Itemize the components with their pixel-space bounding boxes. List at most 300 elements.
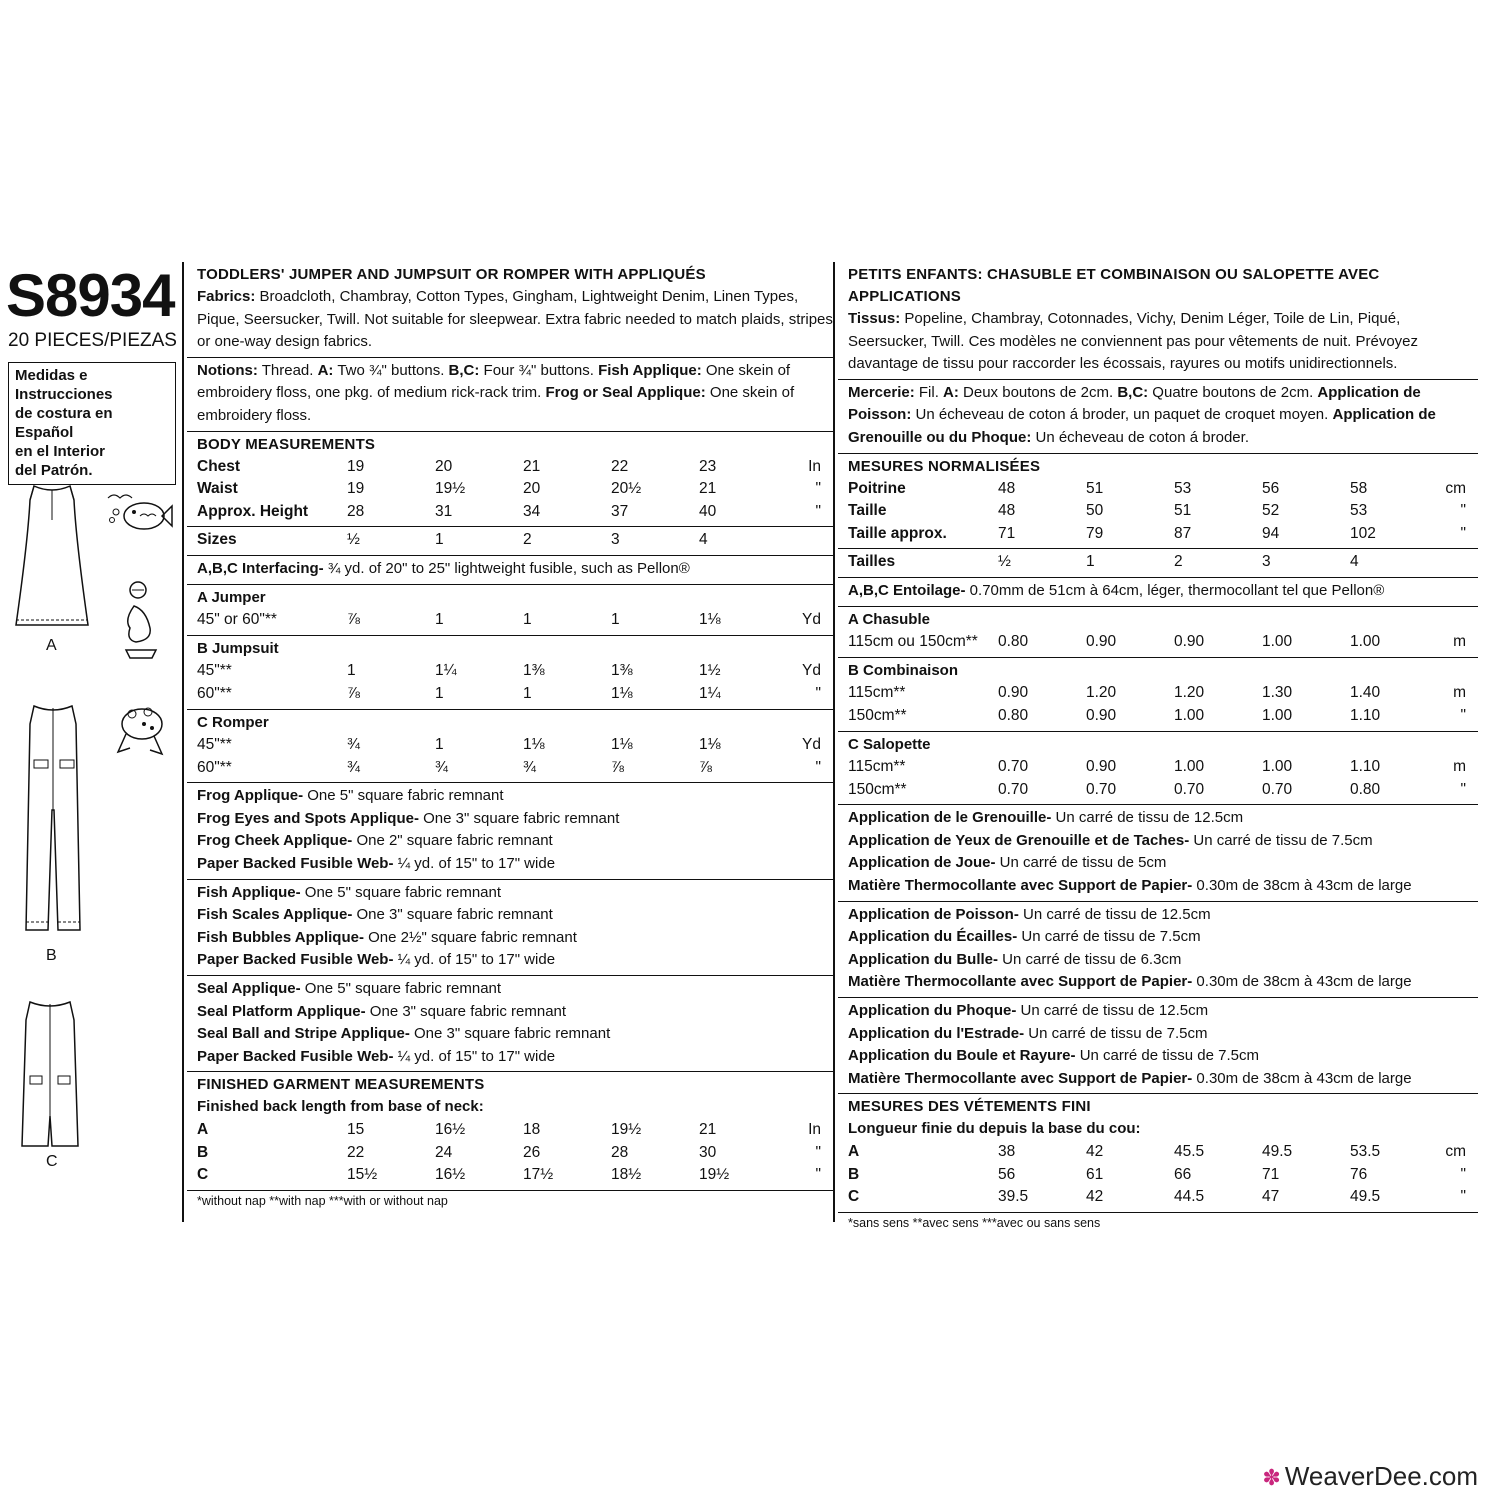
value-cell: 71 bbox=[998, 524, 1016, 542]
value-cell: 1.10 bbox=[1350, 706, 1381, 724]
value-cell: 1 bbox=[435, 736, 444, 754]
seal-applique-line bbox=[848, 1000, 1478, 1023]
notion-label: Mercerie: bbox=[848, 383, 915, 401]
applique-label: Paper Backed Fusible Web- bbox=[197, 855, 394, 873]
finished-table bbox=[848, 1141, 1478, 1209]
notions-block bbox=[187, 358, 833, 432]
value-cell: 22 bbox=[347, 1143, 365, 1161]
unit-cell: " bbox=[1460, 1165, 1466, 1183]
finished-title: FINISHED GARMENT MEASUREMENTS bbox=[197, 1076, 485, 1094]
view-b-yardage bbox=[838, 658, 1478, 732]
applique-text: Un carré de tissu de 7.5cm bbox=[1075, 1047, 1259, 1065]
applique-label: Matière Thermocollante avec Support de Papier- bbox=[848, 877, 1193, 895]
notion-label: B,C: bbox=[1117, 383, 1149, 401]
value-cell: 0.70 bbox=[1262, 780, 1293, 798]
value-cell: 49.5 bbox=[1262, 1143, 1293, 1160]
value-cell: 1⅛ bbox=[699, 611, 721, 629]
fabrics-label: Tissus: bbox=[848, 310, 901, 327]
finished-table bbox=[197, 1119, 833, 1187]
interfacing-text: ¾ yd. of 20" to 25" lightweight fusible, such as Pellon® bbox=[323, 559, 690, 577]
value-cell: 0.90 bbox=[998, 684, 1029, 702]
value-cell: 48 bbox=[998, 502, 1016, 520]
value-cell: 20 bbox=[435, 457, 453, 475]
unit-cell: m bbox=[1453, 633, 1466, 651]
yardage-table bbox=[848, 756, 1478, 801]
value-cell: 1 bbox=[523, 611, 532, 629]
unit-cell: " bbox=[815, 1143, 821, 1161]
value-cell: 1.00 bbox=[1350, 633, 1381, 651]
notion-label: Frog or Seal Applique: bbox=[545, 384, 706, 402]
pattern-number: S8934 bbox=[6, 262, 175, 329]
notion-text: One skein of embroidery floss. bbox=[197, 384, 795, 424]
notions-paragraph bbox=[197, 360, 833, 428]
unit-cell: cm bbox=[1445, 479, 1466, 497]
value-cell: 1.20 bbox=[1086, 684, 1117, 702]
applique-label: Application du Phoque- bbox=[848, 1002, 1017, 1020]
fish-applique-line bbox=[848, 971, 1478, 994]
row-label: 60"** bbox=[197, 684, 232, 702]
unit-cell: " bbox=[815, 480, 821, 498]
weaverdee-logo bbox=[1262, 1461, 1478, 1492]
value-cell: 1.30 bbox=[1262, 684, 1293, 702]
value-cell: 23 bbox=[699, 457, 717, 475]
row-label: 115cm ou 150cm** bbox=[848, 633, 978, 651]
value-cell: 18½ bbox=[611, 1166, 642, 1184]
applique-label: Application de Poisson- bbox=[848, 905, 1019, 923]
notion-text: Un écheveau de coton á broder, un paquet de croquet moyen. bbox=[911, 406, 1333, 424]
finished-subtitle: Finished back length from base of neck: bbox=[197, 1098, 484, 1116]
value-cell: 51 bbox=[1174, 502, 1192, 520]
view-a-yardage bbox=[838, 607, 1478, 658]
body-measurements-block bbox=[187, 432, 833, 528]
fabrics-text: Popeline, Chambray, Cotonnades, Vichy, Denim Léger, Toile de Lin, Piqué, Seersucker, Twill. Ces modèles ne conviennent pas pour vêtements de nuit. Prévoyez davantage de tissu pour raccorder les écossais, rayures ou motifs unidirectionnels. bbox=[848, 310, 1419, 373]
unit-cell: " bbox=[1460, 706, 1466, 724]
size-cell: ½ bbox=[998, 553, 1011, 571]
seal-applique-line bbox=[197, 1046, 833, 1069]
value-cell: 48 bbox=[998, 479, 1016, 497]
row-label: 150cm** bbox=[848, 706, 907, 724]
applique-label: Fish Applique- bbox=[197, 883, 301, 901]
row-label: 60"** bbox=[197, 758, 232, 776]
value-cell: 18 bbox=[523, 1121, 541, 1138]
value-cell: 0.90 bbox=[1174, 633, 1205, 651]
view-a-jumper-sketch bbox=[12, 480, 92, 640]
value-cell: ⅞ bbox=[699, 758, 712, 776]
unit-cell: " bbox=[1460, 502, 1466, 520]
fish-applique-block bbox=[838, 902, 1478, 998]
body-measurements-table bbox=[197, 456, 833, 524]
row-label: Poitrine bbox=[848, 479, 906, 497]
value-cell: 56 bbox=[998, 1165, 1016, 1183]
notion-text: Thread. bbox=[257, 361, 318, 379]
row-label: C bbox=[848, 1188, 860, 1206]
value-cell: ¾ bbox=[523, 758, 536, 776]
interfacing-line bbox=[197, 558, 833, 581]
interfacing-label: A,B,C Entoilage- bbox=[848, 581, 966, 599]
value-cell: 0.80 bbox=[1350, 780, 1381, 798]
value-cell: 102 bbox=[1350, 524, 1376, 542]
value-cell: 1¼ bbox=[435, 662, 457, 680]
nap-footnote: *without nap **with nap ***with or without nap bbox=[197, 1193, 448, 1208]
fabrics-paragraph bbox=[848, 308, 1478, 376]
yardage-table bbox=[848, 682, 1478, 727]
seal-applique-line bbox=[197, 1023, 833, 1046]
value-cell: 34 bbox=[523, 502, 541, 520]
row-label: A bbox=[197, 1121, 209, 1138]
view-c-yardage bbox=[838, 732, 1478, 806]
applique-label: Frog Applique- bbox=[197, 787, 304, 805]
notion-text: Deux boutons de 2cm. bbox=[958, 383, 1118, 401]
size-cell: 4 bbox=[699, 531, 708, 549]
fish-applique-line bbox=[848, 926, 1478, 949]
notion-item bbox=[943, 384, 1117, 401]
value-cell: 0.80 bbox=[998, 633, 1029, 651]
row-label: 150cm** bbox=[848, 780, 907, 798]
row-label: Sizes bbox=[197, 531, 237, 549]
value-cell: 58 bbox=[1350, 479, 1368, 497]
value-cell: 0.90 bbox=[1086, 633, 1117, 651]
value-cell: 52 bbox=[1262, 502, 1280, 520]
applique-text: Un carré de tissu de 12.5cm bbox=[1051, 809, 1244, 827]
interfacing-label: A,B,C Interfacing- bbox=[197, 559, 324, 577]
sizes-block bbox=[187, 527, 833, 556]
fish-applique-line bbox=[197, 927, 833, 950]
value-cell: 21 bbox=[523, 457, 541, 475]
unit-cell: In bbox=[808, 1121, 821, 1138]
applique-text: One 5" square fabric remnant bbox=[303, 787, 504, 805]
seal-applique-block bbox=[187, 976, 833, 1072]
spanish-note-line: en el Interior bbox=[15, 443, 106, 460]
body-measurements-title: BODY MEASUREMENTS bbox=[197, 435, 376, 453]
applique-text: One 2" square fabric remnant bbox=[352, 832, 553, 850]
value-cell: 1 bbox=[435, 611, 444, 629]
value-cell: 17½ bbox=[523, 1166, 554, 1184]
value-cell: 16½ bbox=[435, 1166, 466, 1184]
applique-text: Un carré de tissu de 7.5cm bbox=[1189, 831, 1373, 849]
fish-applique-block bbox=[187, 880, 833, 976]
frog-applique-line bbox=[848, 875, 1478, 898]
value-cell: 71 bbox=[1262, 1165, 1280, 1183]
frog-applique-line bbox=[848, 852, 1478, 875]
size-cell: 2 bbox=[1174, 553, 1183, 571]
notion-label: A: bbox=[317, 361, 334, 379]
applique-text: One 3" square fabric remnant bbox=[418, 809, 620, 827]
applique-text: Un carré de tissu de 7.5cm bbox=[1017, 928, 1201, 946]
value-cell: 39.5 bbox=[998, 1188, 1029, 1206]
applique-label: Matière Thermocollante avec Support de Papier- bbox=[848, 973, 1193, 991]
row-label: 115cm** bbox=[848, 684, 906, 702]
notion-item bbox=[1117, 384, 1317, 401]
unit-cell: m bbox=[1453, 684, 1466, 702]
row-label: B bbox=[197, 1143, 209, 1161]
value-cell: 44.5 bbox=[1174, 1188, 1205, 1206]
applique-label: Seal Applique- bbox=[197, 980, 301, 998]
finished-measurements-block bbox=[187, 1072, 833, 1190]
row-label: Approx. Height bbox=[197, 502, 309, 520]
applique-text: 0.30m de 38cm à 43cm de large bbox=[1192, 973, 1412, 991]
value-cell: 19½ bbox=[611, 1121, 642, 1138]
value-cell: 49.5 bbox=[1350, 1188, 1381, 1206]
view-b-label: B bbox=[46, 947, 57, 964]
row-label: 45" or 60"** bbox=[197, 611, 277, 629]
applique-text: One 3" square fabric remnant bbox=[365, 1002, 567, 1020]
applique-label: Seal Ball and Stripe Applique- bbox=[197, 1025, 410, 1043]
value-cell: 47 bbox=[1262, 1188, 1280, 1206]
applique-label: Application du Bulle- bbox=[848, 950, 998, 968]
frog-applique-line bbox=[197, 830, 833, 853]
fish-applique-icon bbox=[104, 488, 174, 538]
fish-applique-line bbox=[848, 904, 1478, 927]
applique-text: Un carré de tissu de 5cm bbox=[995, 854, 1167, 872]
value-cell: 1.10 bbox=[1350, 758, 1381, 776]
value-cell: 61 bbox=[1086, 1165, 1104, 1183]
unit-cell: Yd bbox=[802, 736, 821, 754]
value-cell: 24 bbox=[435, 1143, 453, 1161]
notion-text: Four ¾" buttons. bbox=[479, 361, 599, 379]
size-cell: 4 bbox=[1350, 553, 1359, 571]
value-cell: 50 bbox=[1086, 502, 1104, 520]
notion-item bbox=[197, 362, 318, 379]
applique-text: 0.30m de 38cm à 43cm de large bbox=[1192, 1069, 1412, 1087]
seal-applique-line bbox=[848, 1068, 1478, 1091]
column-divider bbox=[182, 262, 184, 1222]
value-cell: 15½ bbox=[347, 1166, 378, 1184]
row-label: C bbox=[197, 1166, 209, 1184]
sizes-table bbox=[197, 529, 833, 552]
value-cell: 19 bbox=[347, 480, 365, 498]
applique-text: One 3" square fabric remnant bbox=[352, 906, 553, 924]
value-cell: ¾ bbox=[347, 758, 360, 776]
value-cell: 20 bbox=[523, 480, 541, 498]
value-cell: 30 bbox=[699, 1143, 717, 1161]
row-label: 45"** bbox=[197, 736, 232, 754]
notion-text: Quatre boutons de 2cm. bbox=[1148, 383, 1318, 401]
value-cell: 1 bbox=[611, 611, 620, 629]
view-title: C Salopette bbox=[848, 735, 931, 753]
applique-text: 0.30m de 38cm à 43cm de large bbox=[1192, 877, 1412, 895]
value-cell: ¾ bbox=[347, 736, 360, 754]
applique-text: Un carré de tissu de 6.3cm bbox=[998, 950, 1182, 968]
value-cell: 1 bbox=[523, 684, 532, 702]
yardage-block bbox=[838, 578, 1478, 607]
view-c-romper-sketch bbox=[10, 996, 90, 1156]
value-cell: 19 bbox=[347, 457, 365, 475]
view-a-label: A bbox=[46, 637, 57, 654]
interfacing-text: 0.70mm de 51cm à 64cm, léger, thermocollant tel que Pellon® bbox=[965, 581, 1385, 599]
notion-label: Application de Poisson: bbox=[848, 383, 1421, 424]
notion-item bbox=[449, 362, 599, 379]
row-label: A bbox=[848, 1143, 860, 1160]
applique-label: Application du Écailles- bbox=[848, 928, 1018, 946]
column-divider bbox=[833, 262, 835, 1222]
unit-cell: In bbox=[808, 457, 821, 475]
value-cell: 15 bbox=[347, 1121, 365, 1138]
value-cell: 53 bbox=[1350, 502, 1368, 520]
spanish-note-line: del Patrón. bbox=[15, 462, 93, 479]
spanish-note-box bbox=[8, 362, 176, 485]
value-cell: 76 bbox=[1350, 1165, 1368, 1183]
view-title: C Romper bbox=[197, 713, 269, 731]
value-cell: 1.00 bbox=[1174, 758, 1205, 776]
pattern-title: PETITS ENFANTS: CHASUBLE ET COMBINAISON OU SALOPETTE AVEC APPLICATIONS bbox=[848, 266, 1380, 305]
value-cell: 1⅛ bbox=[523, 736, 545, 754]
view-a-yardage bbox=[187, 585, 833, 636]
applique-text: ¼ yd. of 15" to 17" wide bbox=[393, 1047, 556, 1065]
notion-text: Un écheveau de coton á broder. bbox=[1031, 428, 1249, 446]
value-cell: ⅞ bbox=[347, 684, 360, 702]
value-cell: 1⅜ bbox=[611, 662, 633, 680]
row-label: Waist bbox=[197, 480, 238, 498]
value-cell: ⅞ bbox=[347, 611, 360, 629]
value-cell: 28 bbox=[611, 1143, 629, 1161]
seal-applique-icon bbox=[116, 580, 166, 660]
notion-text: Two ¾" buttons. bbox=[333, 361, 449, 379]
yardage-block bbox=[187, 556, 833, 585]
notions-block bbox=[838, 380, 1478, 454]
applique-label: Application de Joue- bbox=[848, 854, 996, 872]
applique-label: Application du l'Estrade- bbox=[848, 1024, 1025, 1042]
value-cell: 1.20 bbox=[1174, 684, 1205, 702]
spanish-note-line: Medidas e Instrucciones bbox=[15, 367, 113, 403]
notion-label: Fish Applique: bbox=[598, 361, 702, 379]
unit-cell: " bbox=[1460, 780, 1466, 798]
value-cell: 56 bbox=[1262, 479, 1280, 497]
interfacing-line bbox=[848, 580, 1478, 603]
notion-text: One skein of embroidery floss, one pkg. of medium rick-rack trim. bbox=[197, 361, 791, 402]
logo-text: WeaverDee.com bbox=[1284, 1461, 1478, 1491]
value-cell: 94 bbox=[1262, 524, 1280, 542]
applique-text: One 5" square fabric remnant bbox=[300, 883, 502, 901]
value-cell: 51 bbox=[1086, 479, 1104, 497]
value-cell: 0.90 bbox=[1086, 758, 1117, 776]
row-label: Tailles bbox=[848, 553, 896, 571]
fish-applique-line bbox=[197, 904, 833, 927]
view-title: A Jumper bbox=[197, 588, 266, 606]
body-measurements-block bbox=[838, 454, 1478, 550]
view-b-yardage bbox=[187, 636, 833, 710]
unit-cell: " bbox=[815, 758, 821, 776]
notions-paragraph bbox=[848, 382, 1478, 450]
applique-label: Paper Backed Fusible Web- bbox=[197, 1047, 394, 1065]
value-cell: 16½ bbox=[435, 1121, 466, 1138]
unit-cell: cm bbox=[1445, 1143, 1466, 1160]
seal-applique-line bbox=[848, 1045, 1478, 1068]
applique-text: One 3" square fabric remnant bbox=[409, 1025, 611, 1043]
unit-cell: Yd bbox=[802, 611, 821, 629]
section-title-block bbox=[838, 262, 1478, 380]
notion-label: B,C: bbox=[448, 361, 480, 379]
value-cell: 0.70 bbox=[1174, 780, 1205, 798]
size-cell: 3 bbox=[611, 531, 620, 549]
applique-label: Seal Platform Applique- bbox=[197, 1002, 366, 1020]
value-cell: 19½ bbox=[435, 480, 466, 498]
notion-label: A: bbox=[943, 383, 959, 401]
value-cell: 53 bbox=[1174, 479, 1192, 497]
frog-applique-line bbox=[197, 808, 833, 831]
yardage-table bbox=[197, 660, 833, 705]
row-label: Taille bbox=[848, 502, 887, 520]
unit-cell: m bbox=[1453, 758, 1466, 776]
seal-applique-line bbox=[848, 1023, 1478, 1046]
value-cell: 22 bbox=[611, 457, 629, 475]
row-label: Chest bbox=[197, 457, 241, 475]
applique-text: Un carré de tissu de 7.5cm bbox=[1024, 1024, 1208, 1042]
fish-applique-line bbox=[197, 882, 833, 905]
size-cell: ½ bbox=[347, 531, 360, 549]
unit-cell: " bbox=[815, 684, 821, 702]
value-cell: 42 bbox=[1086, 1143, 1104, 1160]
value-cell: 31 bbox=[435, 502, 453, 520]
applique-label: Fish Bubbles Applique- bbox=[197, 928, 364, 946]
value-cell: 1.00 bbox=[1262, 758, 1293, 776]
size-cell: 1 bbox=[1086, 553, 1095, 571]
applique-text: One 2½" square fabric remnant bbox=[363, 928, 577, 946]
value-cell: ⅞ bbox=[611, 758, 624, 776]
unit-cell: Yd bbox=[802, 662, 821, 680]
pattern-title: TODDLERS' JUMPER AND JUMPSUIT OR ROMPER WITH APPLIQUÉS bbox=[197, 266, 706, 283]
applique-label: Frog Eyes and Spots Applique- bbox=[197, 809, 419, 827]
body-measurements-title: MESURES NORMALISÉES bbox=[848, 457, 1041, 475]
applique-label: Application du Boule et Rayure- bbox=[848, 1047, 1076, 1065]
value-cell: 1⅛ bbox=[699, 736, 721, 754]
frog-applique-icon bbox=[110, 700, 170, 760]
value-cell: 19½ bbox=[699, 1166, 730, 1184]
notion-item bbox=[318, 362, 449, 379]
fabrics-paragraph bbox=[197, 286, 833, 354]
notion-item bbox=[848, 384, 943, 401]
value-cell: 38 bbox=[998, 1143, 1016, 1160]
view-b-jumpsuit-sketch bbox=[8, 700, 98, 940]
applique-label: Application de Yeux de Grenouille et de Taches- bbox=[848, 831, 1190, 849]
view-c-label: C bbox=[46, 1153, 58, 1170]
value-cell: 1.00 bbox=[1262, 706, 1293, 724]
unit-cell: " bbox=[1460, 1188, 1466, 1206]
frog-applique-block bbox=[187, 783, 833, 879]
value-cell: 87 bbox=[1174, 524, 1192, 542]
fabrics-label: Fabrics: bbox=[197, 288, 256, 305]
notion-label: Notions: bbox=[197, 361, 258, 379]
value-cell: 53.5 bbox=[1350, 1143, 1381, 1160]
unit-cell: " bbox=[815, 1166, 821, 1184]
spanish-note-line: de costura en Español bbox=[15, 405, 113, 441]
value-cell: 37 bbox=[611, 502, 629, 520]
finished-title: MESURES DES VÉTEMENTS FINI bbox=[848, 1098, 1091, 1116]
value-cell: 21 bbox=[699, 480, 717, 498]
pieces-count: 20 PIECES/PIEZAS bbox=[8, 330, 177, 351]
applique-label: Fish Scales Applique- bbox=[197, 906, 353, 924]
applique-label: Paper Backed Fusible Web- bbox=[197, 951, 394, 969]
body-measurements-table bbox=[848, 478, 1478, 546]
finished-subtitle: Longueur finie du depuis la base du cou: bbox=[848, 1120, 1141, 1138]
value-cell: 20½ bbox=[611, 480, 642, 498]
value-cell: 26 bbox=[523, 1143, 541, 1161]
value-cell: 1.40 bbox=[1350, 684, 1381, 702]
nap-footnote: *sans sens **avec sens ***avec ou sans sens bbox=[848, 1215, 1101, 1230]
yardage-table bbox=[848, 631, 1478, 654]
value-cell: 1.00 bbox=[1262, 633, 1293, 651]
notion-label: Application de Grenouille ou du Phoque: bbox=[848, 406, 1436, 446]
view-title: B Jumpsuit bbox=[197, 639, 279, 657]
value-cell: 1½ bbox=[699, 662, 721, 680]
seal-applique-line bbox=[197, 978, 833, 1001]
applique-label: Application de le Grenouille- bbox=[848, 809, 1052, 827]
size-cell bbox=[1418, 551, 1478, 574]
row-label: B bbox=[848, 1165, 860, 1183]
applique-text: Un carré de tissu de 12.5cm bbox=[1016, 1002, 1209, 1020]
view-title: A Chasuble bbox=[848, 610, 930, 628]
size-cell: 3 bbox=[1262, 553, 1271, 571]
value-cell: 0.70 bbox=[998, 780, 1029, 798]
